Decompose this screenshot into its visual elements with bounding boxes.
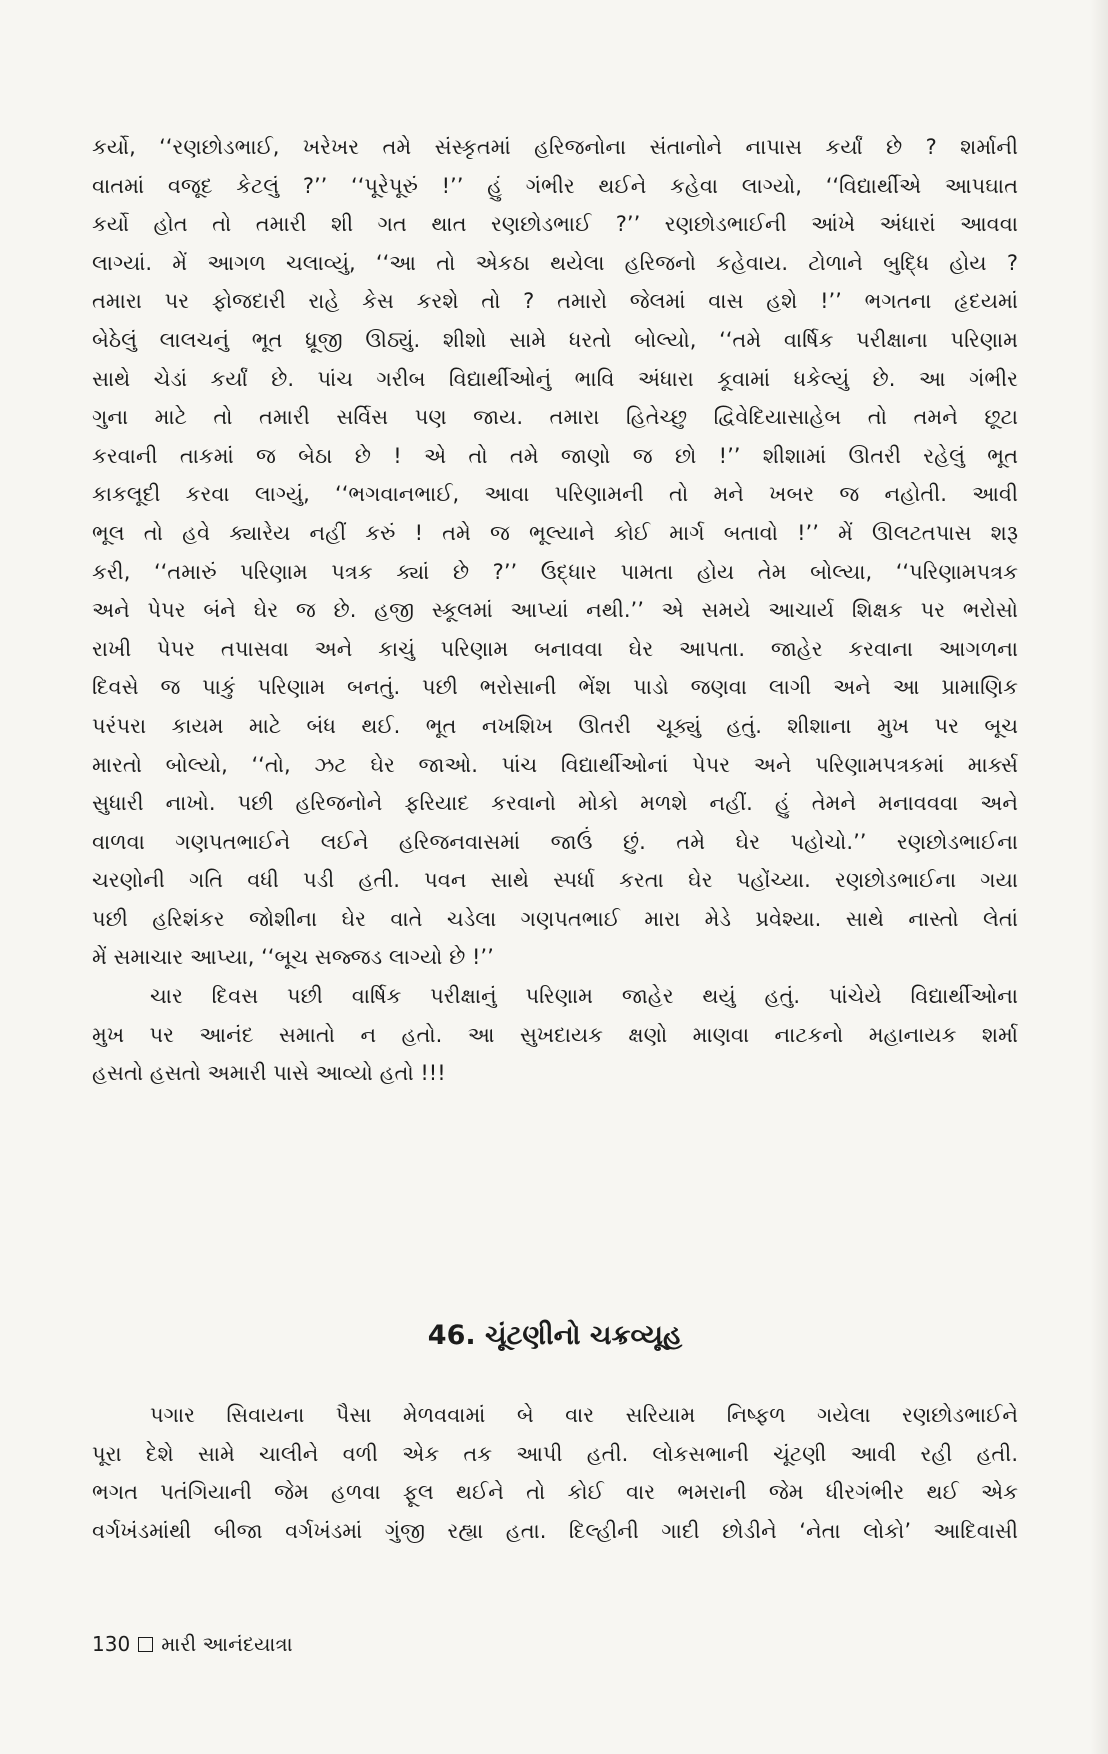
body-line: કરી, ‘‘તમારું પરિણામ પત્રક ક્યાં છે ?’’ ઉદ્ધાર પામતા હોય તેમ બોલ્યા, ‘‘પરિણામપત્રક <box>92 559 1018 584</box>
body-line: વાળવા ગણપતભાઈને લઈને હરિજનવાસમાં જાઉં છું. તમે ઘેર પહોચો.’’ રણછોડભાઈના <box>92 829 1018 854</box>
body-line: કાકલૂદી કરવા લાગ્યું, ‘‘ભગવાનભાઈ, આવા પરિણામની તો મને ખબર જ નહોતી. આવી <box>92 482 1018 507</box>
body-line: કર્યો હોત તો તમારી શી ગત થાત રણછોડભાઈ ?’’ રણછોડભાઈની આંખે અંધારાં આવવા <box>92 212 1018 237</box>
body-line: ગુના માટે તો તમારી સર્વિસ પણ જાય. તમારા હિતેચ્છુ દ્વિવેદિયાસાહેબ તો તમને છૂટા <box>92 405 1018 430</box>
page-edge-shadow <box>1090 0 1108 1754</box>
body-line: પરંપરા કાયમ માટે બંધ થઈ. ભૂત નખશિખ ઊતરી ચૂક્યું હતું. શીશાના મુખ પર બૂચ <box>92 713 1018 738</box>
body-line: કરવાની તાકમાં જ બેઠા છે ! એ તો તમે જાણો જ છો !’’ શીશામાં ઊતરી રહેલું ભૂત <box>92 443 1018 468</box>
page-footer <box>92 1630 293 1658</box>
body-line: વાતમાં વજૂદ કેટલું ?’’ ‘‘પૂરેપૂરું !’’ હું ગંભીર થઈને કહેવા લાગ્યો, ‘‘વિદ્યાર્થીએ આપઘાત <box>92 173 1018 198</box>
body-line: પગાર સિવાયના પૈસા મેળવવામાં બે વાર સરિયામ નિષ્ફળ ગયેલા રણછોડભાઈને <box>150 1403 1018 1427</box>
square-separator-icon <box>138 1637 153 1652</box>
page-number: 130 <box>92 1632 131 1656</box>
body-line: ચાર દિવસ પછી વાર્ષિક પરીક્ષાનું પરિણામ જાહેર થયું હતું. પાંચેયે વિદ્યાર્થીઓના <box>150 984 1018 1009</box>
body-line: મુખ પર આનંદ સમાતો ન હતો. આ સુખદાયક ક્ષણો માણવા નાટકનો મહાનાયક શર્મા <box>92 1022 1018 1047</box>
body-line: સુધારી નાખો. પછી હરિજનોને ફરિયાદ કરવાનો મોકો મળશે નહીં. હું તેમને મનાવવવા અને <box>92 791 1018 816</box>
body-line: સાથે ચેડાં કર્યાં છે. પાંચ ગરીબ વિદ્યાર્થીઓનું ભાવિ અંધારા કૂવામાં ધકેલ્યું છે. આ ગંભીર <box>92 366 1018 391</box>
body-line: કર્યો, ‘‘રણછોડભાઈ, ખરેખર તમે સંસ્કૃતમાં હરિજનોના સંતાનોને નાપાસ કર્યાં છે ? શર્માની <box>92 135 1018 159</box>
body-line: પૂરા દેશે સામે ચાલીને વળી એક તક આપી હતી. લોકસભાની ચૂંટણી આવી રહી હતી. <box>92 1441 1018 1466</box>
body-line: હસતો હસતો અમારી પાસે આવ્યો હતો !!! <box>92 1061 446 1086</box>
body-line: મારતો બોલ્યો, ‘‘તો, ઝટ ઘેર જાઓ. પાંચ વિદ્યાર્થીઓનાં પેપર અને પરિણામપત્રકમાં માર્ક્સ <box>92 752 1018 777</box>
book-title: મારી આનંદયાત્રા <box>161 1632 293 1656</box>
body-line: મેં સમાચાર આપ્યા, ‘‘બૂચ સજ્જડ લાગ્યો છે !’’ <box>92 945 494 970</box>
body-line: રાખી પેપર તપાસવા અને કાચું પરિણામ બનાવવા ઘેર આપતા. જાહેર કરવાના આગળના <box>92 636 1018 661</box>
body-line: પછી હરિશંકર જોશીના ઘેર વાતે ચડેલા ગણપતભાઈ મારા મેડે પ્રવેશ્યા. સાથે નાસ્તો લેતાં <box>92 906 1018 931</box>
body-line: લાગ્યાં. મેં આગળ ચલાવ્યું, ‘‘આ તો એકઠા થયેલા હરિજનો કહેવાય. ટોળાને બુદ્ધિ હોય ? <box>92 250 1018 275</box>
body-line: ભગત પતંગિયાની જેમ હળવા ફૂલ થઈને તો કોઈ વાર ભમરાની જેમ ધીરગંભીર થઈ એક <box>92 1480 1018 1505</box>
body-line: તમારા પર ફોજદારી રાહે કેસ કરશે તો ? તમારો જેલમાં વાસ હશે !’’ ભગતના હૃદયમાં <box>92 289 1018 314</box>
body-line: ચરણોની ગતિ વધી પડી હતી. પવન સાથે સ્પર્ધા કરતા ઘેર પહોંચ્યા. રણછોડભાઈના ગયા <box>92 868 1018 893</box>
chapter-body-text <box>92 1396 1018 1550</box>
chapter-heading: 46. ચૂંટણીનો ચક્રવ્યૂહ <box>427 1320 683 1351</box>
body-line: દિવસે જ પાકું પરિણામ બનતું. પછી ભરોસાની ભેંશ પાડો જણવા લાગી અને આ પ્રામાણિક <box>92 675 1018 700</box>
body-text-block <box>92 128 1018 1093</box>
body-line: અને પેપર બંને ઘેર જ છે. હજી સ્કૂલમાં આપ્યાં નથી.’’ એ સમયે આચાર્ય શિક્ષક પર ભરોસો <box>92 598 1018 623</box>
body-line: ભૂલ તો હવે ક્યારેય નહીં કરું ! તમે જ ભૂલ્યાને કોઈ માર્ગ બતાવો !’’ મેં ઊલટતપાસ શરૂ <box>92 520 1018 545</box>
body-line: બેઠેલું લાલચનું ભૂત ધ્રૂજી ઊઠ્યું. શીશો સામે ધરતો બોલ્યો, ‘‘તમે વાર્ષિક પરીક્ષાના પરિણામ <box>92 327 1018 352</box>
body-line: વર્ગખંડમાંથી બીજા વર્ગખંડમાં ગુંજી રહ્યા હતા. દિલ્હીની ગાદી છોડીને ‘નેતા લોકો’ આદિવાસી <box>92 1518 1018 1543</box>
